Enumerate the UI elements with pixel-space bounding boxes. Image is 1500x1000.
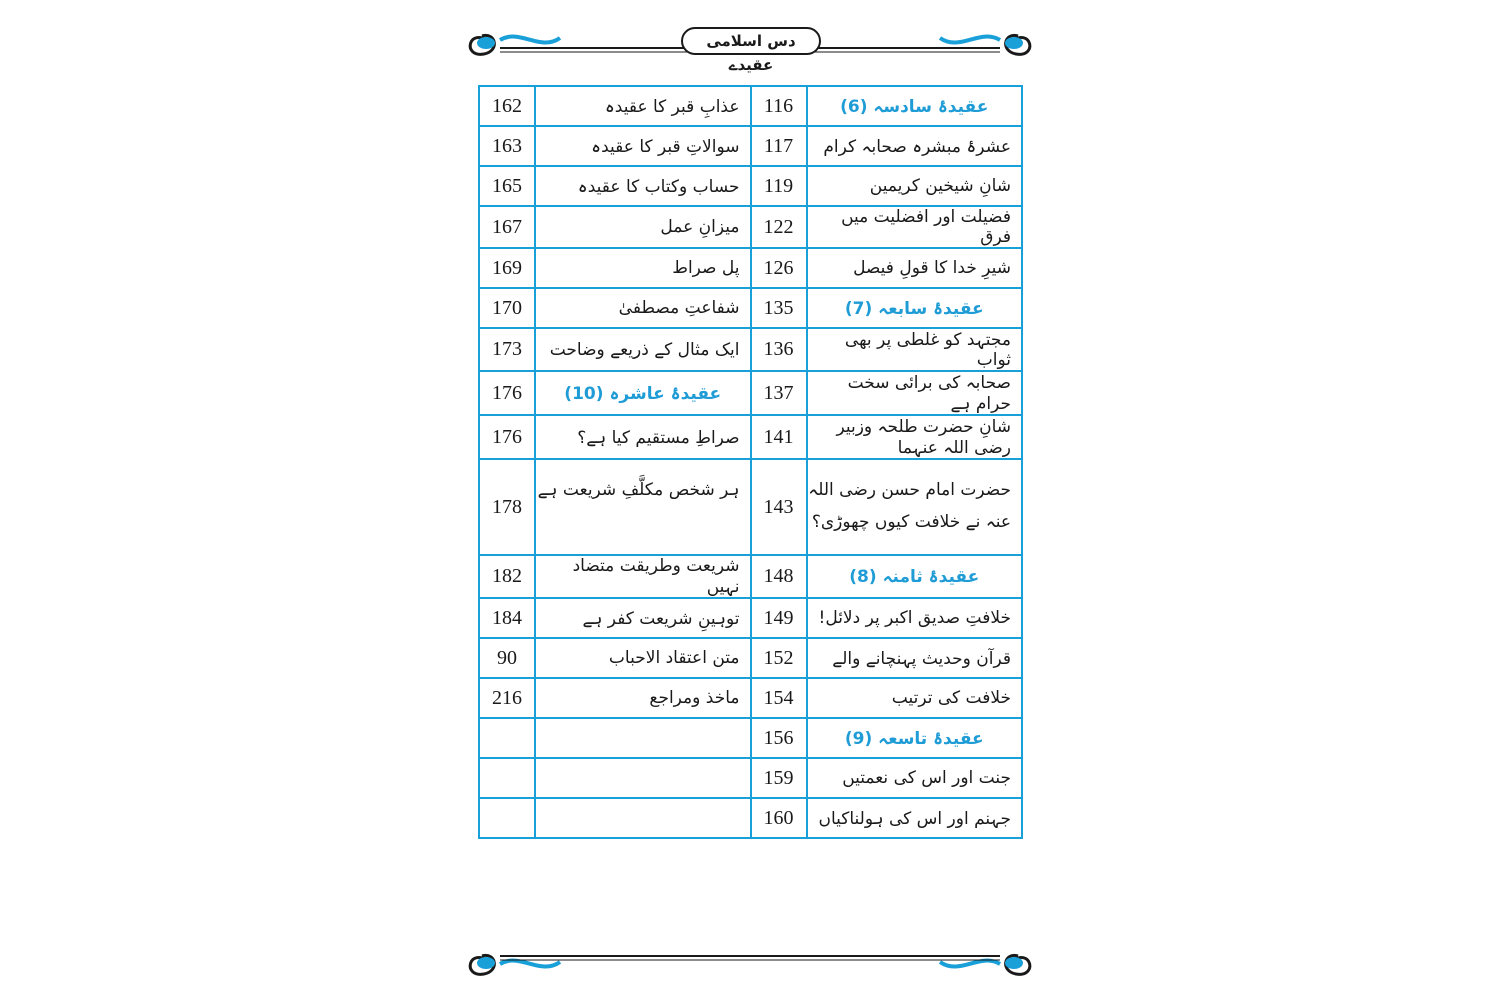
right-entry-title: صحابہ کی برائی سخت حرام ہے <box>807 371 1023 415</box>
table-row <box>479 288 1022 328</box>
right-page-number: 148 <box>751 555 807 598</box>
right-page-number: 136 <box>751 328 807 371</box>
table-row <box>479 758 1022 798</box>
left-page-number: 162 <box>479 86 535 126</box>
left-page-number: 170 <box>479 288 535 328</box>
left-page-number: 182 <box>479 555 535 598</box>
left-page-number: 176 <box>479 415 535 459</box>
right-entry-title: جنت اور اس کی نعمتیں <box>807 758 1023 798</box>
left-page-number: 216 <box>479 678 535 718</box>
left-entry-title <box>535 758 751 798</box>
table-row <box>479 678 1022 718</box>
left-page-number: 178 <box>479 459 535 555</box>
left-entry-title: عقیدۂ عاشرہ (10) <box>535 371 751 415</box>
right-entry-title: حضرت امام حسن رضی اللہ عنہ نے خلافت کیوں چھوڑی؟ <box>807 459 1023 555</box>
right-page-number: 122 <box>751 206 807 248</box>
table-row <box>479 415 1022 459</box>
right-entry-title: شانِ حضرت طلحہ وزبیر رضی اللہ عنہما <box>807 415 1023 459</box>
right-entry-title: شانِ شیخین کریمین <box>807 166 1023 206</box>
table-row <box>479 555 1022 598</box>
left-page-number <box>479 798 535 838</box>
contents-table <box>478 85 1023 839</box>
right-page-number: 119 <box>751 166 807 206</box>
right-page-number: 137 <box>751 371 807 415</box>
right-entry-title: عقیدۂ سادسہ (6) <box>807 86 1023 126</box>
right-page-number: 117 <box>751 126 807 166</box>
contents-table-body <box>479 86 1022 838</box>
right-page-number: 152 <box>751 638 807 678</box>
table-row <box>479 248 1022 288</box>
left-entry-title: متن اعتقاد الاحباب <box>535 638 751 678</box>
right-page-number: 149 <box>751 598 807 638</box>
table-row <box>479 328 1022 371</box>
left-entry-title: صراطِ مستقیم کیا ہے؟ <box>535 415 751 459</box>
right-entry-title: عقیدۂ ثامنہ (8) <box>807 555 1023 598</box>
left-page-number: 176 <box>479 371 535 415</box>
right-entry-title: جہنم اور اس کی ہولناکیاں <box>807 798 1023 838</box>
table-row <box>479 86 1022 126</box>
left-page-number: 167 <box>479 206 535 248</box>
right-page-number: 143 <box>751 459 807 555</box>
right-entry-title: عقیدۂ سابعہ (7) <box>807 288 1023 328</box>
right-entry-title: قرآن وحدیث پہنچانے والے <box>807 638 1023 678</box>
left-entry-title: حساب وکتاب کا عقیدہ <box>535 166 751 206</box>
table-row <box>479 798 1022 838</box>
left-page-number: 169 <box>479 248 535 288</box>
right-entry-title: شیرِ خدا کا قولِ فیصل <box>807 248 1023 288</box>
left-entry-title: ایک مثال کے ذریعے وضاحت <box>535 328 751 371</box>
right-entry-title: مجتہد کو غلطی پر بھی ثواب <box>807 328 1023 371</box>
left-entry-title <box>535 798 751 838</box>
left-entry-title: پل صراط <box>535 248 751 288</box>
table-row <box>479 718 1022 758</box>
left-page-number <box>479 758 535 798</box>
left-page-number: 165 <box>479 166 535 206</box>
right-entry-title: عشرۂ مبشرہ صحابہ کرام <box>807 126 1023 166</box>
right-page-number: 126 <box>751 248 807 288</box>
right-page-number: 141 <box>751 415 807 459</box>
right-page-number: 154 <box>751 678 807 718</box>
table-row <box>479 371 1022 415</box>
right-page-number: 159 <box>751 758 807 798</box>
left-page-number: 90 <box>479 638 535 678</box>
table-row <box>479 598 1022 638</box>
right-page-number: 160 <box>751 798 807 838</box>
table-row <box>479 206 1022 248</box>
right-page-number: 116 <box>751 86 807 126</box>
left-entry-title: عذابِ قبر کا عقیدہ <box>535 86 751 126</box>
right-page-number: 156 <box>751 718 807 758</box>
table-row <box>479 166 1022 206</box>
table-row <box>479 638 1022 678</box>
left-entry-title: شریعت وطریقت متضاد نہیں <box>535 555 751 598</box>
table-row <box>479 126 1022 166</box>
left-entry-title: شفاعتِ مصطفیٰ <box>535 288 751 328</box>
bottom-ornament-icon <box>460 944 1040 980</box>
left-entry-title: ماخذ ومراجع <box>535 678 751 718</box>
left-entry-title: میزانِ عمل <box>535 206 751 248</box>
left-entry-title <box>535 718 751 758</box>
table-row <box>479 459 1022 555</box>
left-entry-title: توہینِ شریعت کفر ہے <box>535 598 751 638</box>
left-page-number: 163 <box>479 126 535 166</box>
right-entry-title: خلافت کی ترتیب <box>807 678 1023 718</box>
right-page-number: 135 <box>751 288 807 328</box>
right-entry-title: فضیلت اور افضلیت میں فرق <box>807 206 1023 248</box>
left-entry-title: ہر شخص مکلَّفِ شریعت ہے <box>535 459 751 555</box>
book-title: دس اسلامی عقیدے <box>681 27 821 55</box>
left-page-number: 184 <box>479 598 535 638</box>
right-entry-title: خلافتِ صدیق اکبر پر دلائل! <box>807 598 1023 638</box>
right-entry-title: عقیدۂ تاسعہ (9) <box>807 718 1023 758</box>
left-page-number <box>479 718 535 758</box>
left-page-number: 173 <box>479 328 535 371</box>
left-entry-title: سوالاتِ قبر کا عقیدہ <box>535 126 751 166</box>
